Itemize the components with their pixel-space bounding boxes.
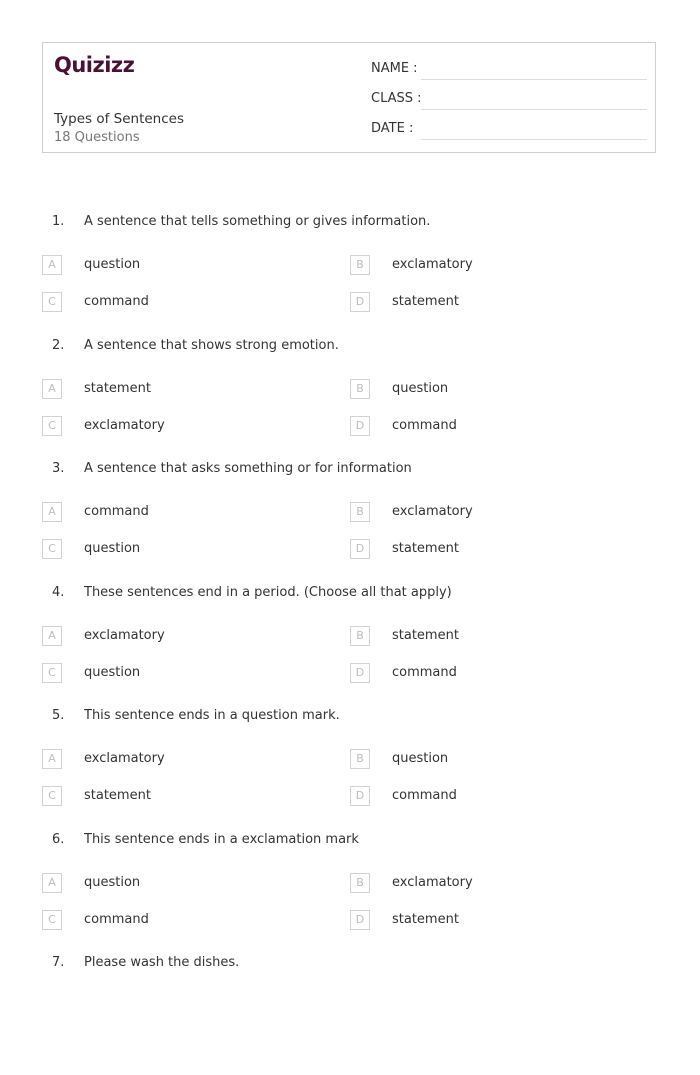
option-letter-box[interactable]: B xyxy=(350,379,370,399)
option-text: question xyxy=(84,257,141,272)
option-text: command xyxy=(392,417,457,433)
question-number: 6. xyxy=(52,831,65,847)
question-text: A sentence that tells something or gives information. xyxy=(84,214,431,229)
question-list xyxy=(42,210,656,1075)
option-letter-box[interactable]: A xyxy=(42,502,62,522)
option-letter-box[interactable]: A xyxy=(42,379,62,399)
class-field[interactable] xyxy=(371,91,647,111)
option-letter-box[interactable]: A xyxy=(42,749,62,769)
name-label: NAME : xyxy=(371,61,418,76)
question-text: Please wash the dishes. xyxy=(84,955,240,970)
option-text: exclamatory xyxy=(84,627,165,643)
option-text: command xyxy=(392,788,457,803)
question-item xyxy=(42,457,656,581)
question-number: 2. xyxy=(52,337,65,353)
class-line xyxy=(421,109,647,110)
option-letter-box[interactable]: D xyxy=(350,292,370,312)
question-text: These sentences end in a period. (Choose all that apply) xyxy=(84,584,452,600)
question-text: A sentence that asks something or for information xyxy=(84,461,412,476)
question-number: 5. xyxy=(52,708,65,723)
option-letter-box[interactable]: C xyxy=(42,416,62,436)
question-text: A sentence that shows strong emotion. xyxy=(84,337,339,353)
date-field[interactable] xyxy=(371,121,647,141)
date-label: DATE : xyxy=(371,121,414,136)
name-field[interactable] xyxy=(371,61,647,81)
date-line xyxy=(421,139,647,140)
option-text: statement xyxy=(392,627,459,643)
option-letter-box[interactable]: B xyxy=(350,749,370,769)
worksheet-header xyxy=(42,42,656,153)
question-item xyxy=(42,210,656,334)
option-letter-box[interactable]: B xyxy=(350,873,370,893)
option-text: exclamatory xyxy=(392,874,473,890)
option-text: command xyxy=(84,294,149,309)
option-letter-box[interactable]: D xyxy=(350,416,370,436)
option-text: statement xyxy=(84,380,151,396)
question-item xyxy=(42,334,656,458)
quizizz-logo: Quizizz xyxy=(54,53,135,77)
option-text: question xyxy=(84,874,141,890)
option-text: exclamatory xyxy=(84,751,165,766)
option-text: question xyxy=(84,664,141,680)
option-letter-box[interactable]: D xyxy=(350,786,370,806)
option-letter-box[interactable]: D xyxy=(350,910,370,930)
option-text: command xyxy=(84,504,149,519)
option-letter-box[interactable]: C xyxy=(42,663,62,683)
option-letter-box[interactable]: A xyxy=(42,873,62,893)
question-number: 7. xyxy=(52,955,65,970)
question-text: This sentence ends in a question mark. xyxy=(84,708,340,723)
question-item xyxy=(42,828,656,952)
option-letter-box[interactable]: C xyxy=(42,292,62,312)
option-letter-box[interactable]: B xyxy=(350,502,370,522)
option-letter-box[interactable]: D xyxy=(350,539,370,559)
option-text: exclamatory xyxy=(84,417,165,433)
question-item xyxy=(42,951,656,1075)
class-label: CLASS : xyxy=(371,91,422,106)
option-letter-box[interactable]: A xyxy=(42,255,62,275)
question-number: 4. xyxy=(52,584,65,600)
option-text: question xyxy=(84,541,141,556)
option-letter-box[interactable]: B xyxy=(350,255,370,275)
question-number: 1. xyxy=(52,214,65,229)
option-letter-box[interactable]: D xyxy=(350,663,370,683)
option-text: statement xyxy=(84,788,151,803)
question-item xyxy=(42,704,656,828)
option-letter-box[interactable]: C xyxy=(42,910,62,930)
option-text: statement xyxy=(392,294,459,309)
question-item xyxy=(42,581,656,705)
option-text: command xyxy=(84,911,149,927)
question-text: This sentence ends in a exclamation mark xyxy=(84,831,359,847)
option-text: exclamatory xyxy=(392,504,473,519)
option-letter-box[interactable]: C xyxy=(42,786,62,806)
question-number: 3. xyxy=(52,461,65,476)
option-letter-box[interactable]: B xyxy=(350,626,370,646)
option-text: statement xyxy=(392,541,459,556)
option-text: statement xyxy=(392,911,459,927)
worksheet-title: Types of Sentences xyxy=(54,111,184,127)
option-text: exclamatory xyxy=(392,257,473,272)
option-text: command xyxy=(392,664,457,680)
question-count: 18 Questions xyxy=(54,130,140,145)
name-line xyxy=(421,79,647,80)
option-text: question xyxy=(392,751,449,766)
option-letter-box[interactable]: A xyxy=(42,626,62,646)
option-text: question xyxy=(392,380,449,396)
option-letter-box[interactable]: C xyxy=(42,539,62,559)
